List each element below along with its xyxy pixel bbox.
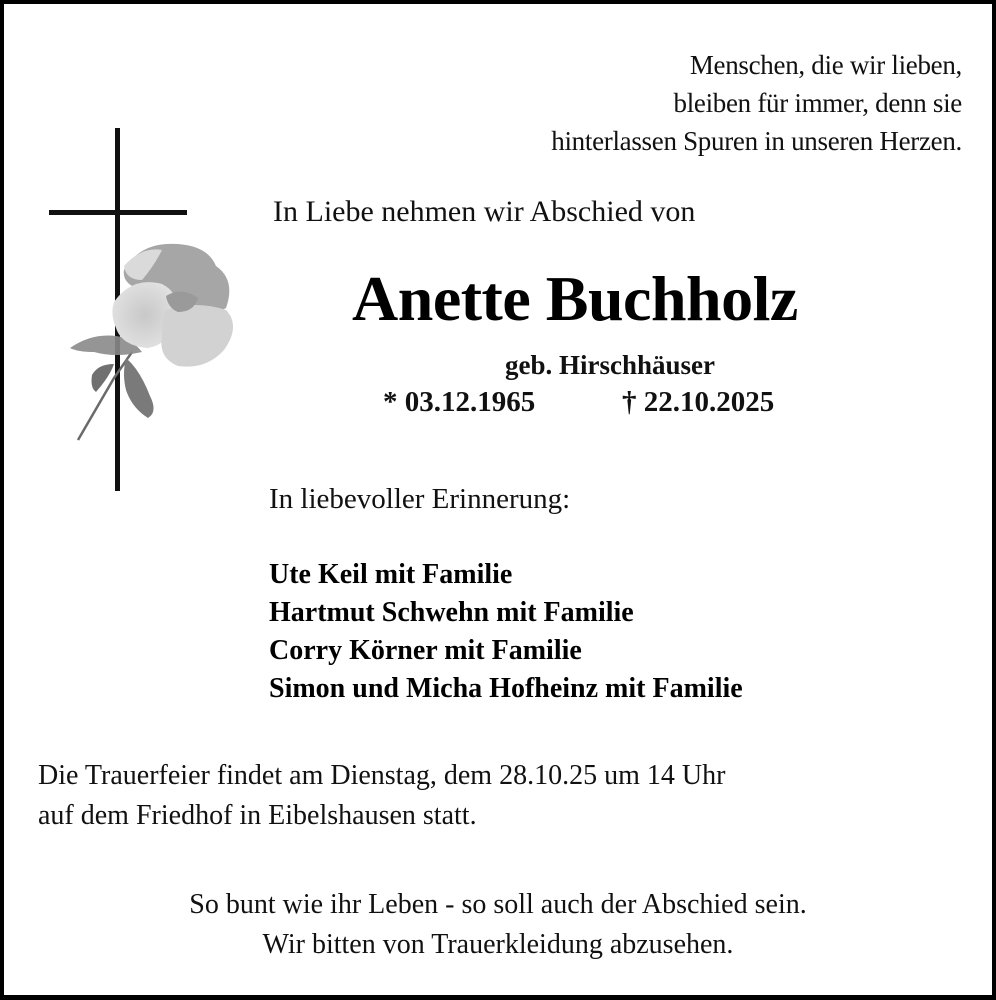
mourner-item: Corry Körner mit Familie — [269, 635, 582, 666]
mourner-item: Ute Keil mit Familie — [269, 559, 513, 590]
birth-date: * 03.12.1965 — [383, 386, 536, 418]
quote-line: Menschen, die wir lieben, — [689, 50, 962, 80]
quote-line: bleiben für immer, denn sie — [673, 88, 962, 118]
watercolor-rose-icon — [66, 240, 241, 445]
cross-horizontal-beam — [49, 210, 187, 215]
intro-text: In Liebe nehmen wir Abschied von — [273, 195, 696, 228]
mourners-list — [269, 556, 743, 708]
funeral-info — [38, 756, 725, 836]
quote-line: hinterlassen Spuren in unseren Herzen. — [551, 126, 962, 156]
memory-label: In liebevoller Erinnerung: — [269, 483, 571, 515]
maiden-name: geb. Hirschhäuser — [504, 350, 715, 380]
closing-line: Wir bitten von Trauerkleidung abzusehen. — [262, 929, 734, 960]
funeral-line: Die Trauerfeier findet am Dienstag, dem 28.10.25 um 14 Uhr — [38, 760, 726, 791]
mourner-item: Hartmut Schwehn mit Familie — [269, 597, 634, 628]
deceased-name: Anette Buchholz — [352, 263, 798, 334]
funeral-line: auf dem Friedhof in Eibelshausen statt. — [38, 800, 477, 831]
mourner-item: Simon und Micha Hofheinz mit Familie — [269, 673, 743, 704]
opening-quote — [551, 46, 962, 160]
death-date: † 22.10.2025 — [622, 386, 775, 418]
closing-line: So bunt wie ihr Leben - so soll auch der Abschied sein. — [189, 889, 807, 920]
closing-note — [0, 885, 996, 965]
